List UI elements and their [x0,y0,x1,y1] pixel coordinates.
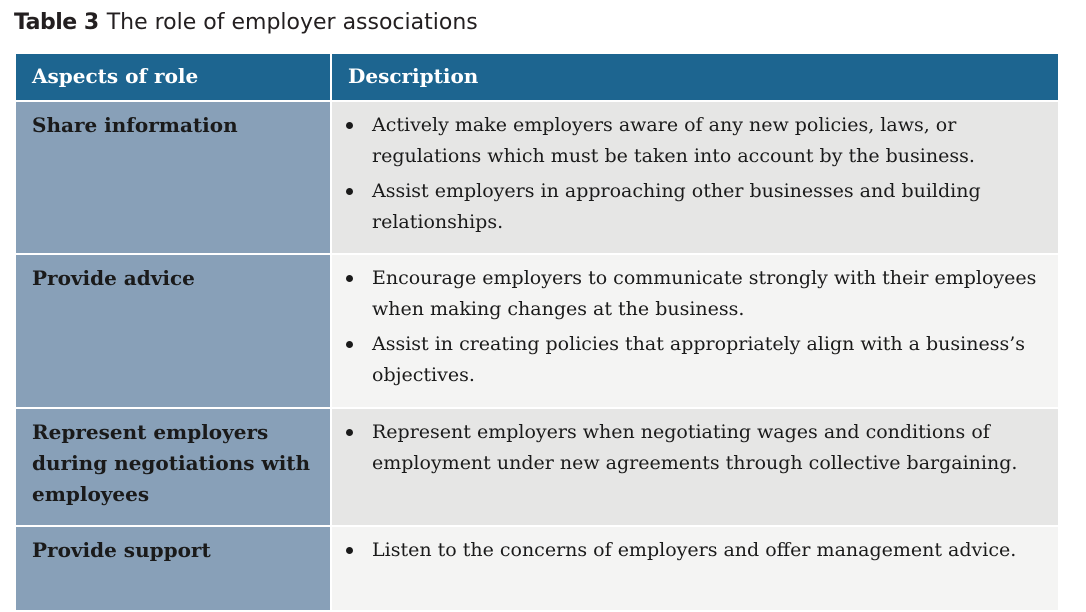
description-item [340,110,1046,172]
table-header-row [15,53,1059,101]
description-cell [331,526,1059,611]
aspect-cell: Share information [15,101,331,254]
bullet-icon [346,341,353,348]
column-header-description: Description [331,53,1059,101]
table-row [15,101,1059,254]
description-text: Assist in creating policies that appropriately align with a business’s objectives. [372,333,1025,386]
table-row [15,408,1059,526]
description-text: Actively make employers aware of any new policies, laws, or regulations which must be taken into account by the business. [372,114,975,167]
description-item [340,263,1046,325]
description-list [340,263,1046,391]
table-row [15,526,1059,611]
description-list [340,417,1046,479]
description-item [340,176,1046,238]
description-item [340,329,1046,391]
employer-associations-table [14,52,1060,612]
description-list [340,110,1046,238]
table-caption [14,8,478,38]
description-cell [331,254,1059,408]
description-text: Listen to the concerns of employers and offer management advice. [372,539,1017,561]
bullet-icon [346,429,353,436]
description-text: Represent employers when negotiating wages and conditions of employment under new agreements through collective bargaining. [372,421,1018,474]
bullet-icon [346,547,353,554]
description-text: Encourage employers to communicate strongly with their employees when making changes at the business. [372,267,1037,320]
description-item [340,417,1046,479]
table-number: Table 3 [14,10,99,35]
description-cell [331,101,1059,254]
aspect-cell: Provide support [15,526,331,611]
table-row [15,254,1059,408]
bullet-icon [346,275,353,282]
bullet-icon [346,122,353,129]
table-title: The role of employer associations [106,10,478,35]
bullet-icon [346,188,353,195]
description-item [340,535,1046,566]
description-text: Assist employers in approaching other businesses and building relationships. [372,180,981,233]
description-cell [331,408,1059,526]
aspect-cell: Provide advice [15,254,331,408]
column-header-aspects: Aspects of role [15,53,331,101]
aspect-cell: Represent employers during negotiations with employees [15,408,331,526]
description-list [340,535,1046,566]
